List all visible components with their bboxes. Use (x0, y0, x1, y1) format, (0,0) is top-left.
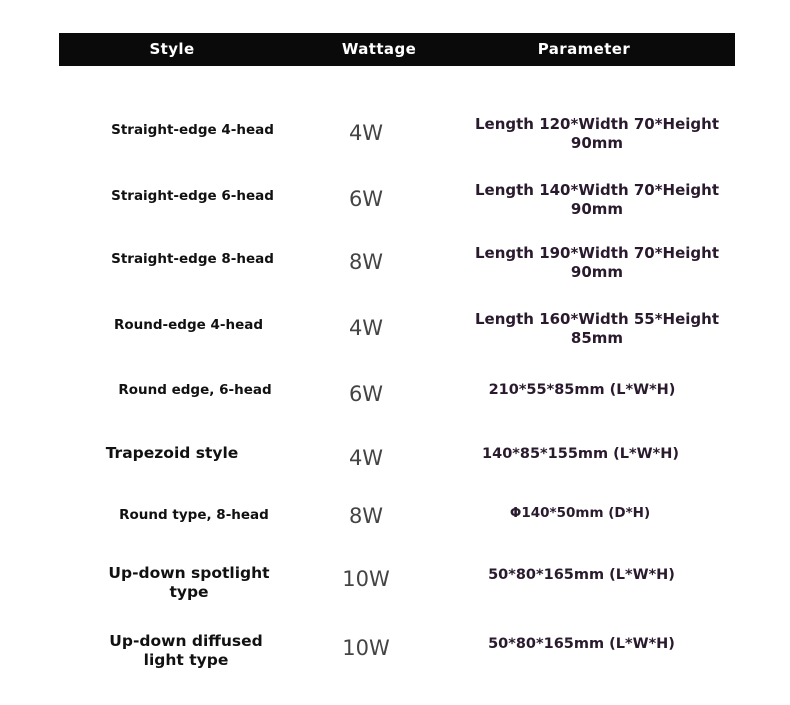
row-wattage: 4W (348, 316, 384, 340)
row-style: Straight-edge 8-head (111, 251, 274, 267)
row-parameter: Length 160*Width 55*Height 85mm (474, 310, 720, 347)
row-parameter: Length 120*Width 70*Height 90mm (474, 115, 720, 152)
row-wattage: 8W (348, 504, 384, 528)
header-style: Style (149, 40, 195, 58)
row-style: Straight-edge 6-head (111, 188, 274, 204)
row-parameter: Φ140*50mm (D*H) (509, 505, 651, 521)
row-parameter: 50*80*165mm (L*W*H) (488, 567, 675, 583)
row-style: Round-edge 4-head (113, 317, 264, 333)
table-header (59, 33, 735, 66)
row-parameter: 140*85*155mm (L*W*H) (482, 446, 679, 462)
row-wattage: 6W (348, 382, 384, 406)
row-wattage: 4W (348, 121, 384, 145)
row-parameter: Length 140*Width 70*Height 90mm (474, 181, 720, 218)
header-wattage: Wattage (341, 40, 417, 58)
row-style: Straight-edge 4-head (111, 122, 274, 138)
row-wattage: 10W (342, 636, 390, 660)
row-parameter: 50*80*165mm (L*W*H) (488, 636, 675, 652)
row-style: Round type, 8-head (119, 507, 269, 523)
header-parameter: Parameter (537, 40, 631, 58)
row-style: Up-down diffused light type (109, 632, 263, 669)
row-wattage: 4W (348, 446, 384, 470)
row-style: Up-down spotlight type (108, 564, 270, 601)
row-parameter: 210*55*85mm (L*W*H) (488, 382, 676, 398)
row-style: Trapezoid style (105, 444, 239, 462)
row-wattage: 6W (348, 187, 384, 211)
row-style: Round edge, 6-head (118, 382, 272, 398)
row-wattage: 10W (342, 567, 390, 591)
row-wattage: 8W (348, 250, 384, 274)
row-parameter: Length 190*Width 70*Height 90mm (474, 244, 720, 281)
